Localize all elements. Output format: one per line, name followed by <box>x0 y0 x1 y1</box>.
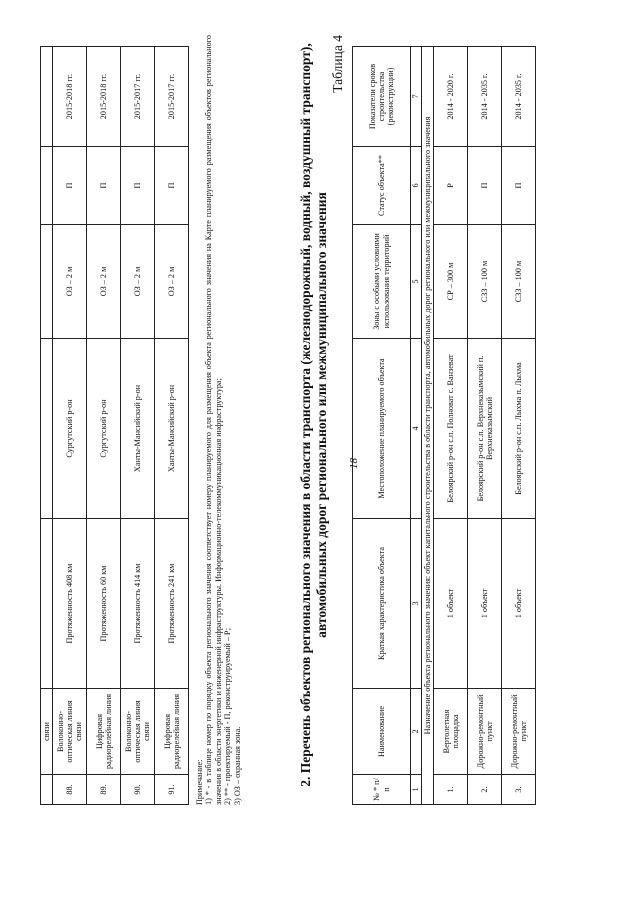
notes-block <box>195 35 242 805</box>
cell-name: Вертолетная площадка <box>434 689 468 775</box>
cell-desc: 1 объект <box>434 519 468 689</box>
cell-zones: СЗЗ – 100 м <box>468 225 502 339</box>
cell-status: П <box>502 147 536 225</box>
section-caption: Назначение объекта регионального значения: объект капитального строительства в области транспорта, автомобильных дорог регионального или межмуниципального значения <box>422 47 434 805</box>
column-numbers-row <box>411 47 422 805</box>
cell-zones: СЗЗ – 100 м <box>502 225 536 339</box>
table-row <box>434 47 468 805</box>
note-2: 2) ** - проектируемый - П, реконструируемый – Р; <box>223 627 233 805</box>
cell-name: Дорожно-ремонтный пункт <box>468 689 502 775</box>
cell-num: 91. <box>155 775 189 805</box>
cell-period: 2014 - 2035 г. <box>502 47 536 147</box>
cell-zones: ОЗ – 2 м <box>53 225 87 339</box>
table-header-row <box>353 47 411 805</box>
cell-num: 88. <box>53 775 87 805</box>
table-row <box>87 47 121 805</box>
cell-location: Сургутский р-он <box>53 339 87 519</box>
table-row <box>53 47 87 805</box>
cell-name: Дорожно-ремонтный пункт <box>502 689 536 775</box>
cell-location: Ханты-Мансийский р-он <box>121 339 155 519</box>
cell-num: 3. <box>502 775 536 805</box>
cell-desc: Протяженность 408 км <box>53 519 87 689</box>
header-status: Статус объекта** <box>353 147 411 225</box>
cell-num <box>41 775 53 805</box>
col-number: 1 <box>411 775 422 805</box>
cell-zones <box>41 225 53 339</box>
cell-period: 2015-2018 гг. <box>53 47 87 147</box>
transport-objects-table <box>352 46 536 805</box>
section-heading: 2. Перечень объектов регионального значения в области транспорта (железнодорожный, водный, воздушный транспорт), автомобильных дорог регионального или межмуниципального значения <box>298 43 329 787</box>
cell-location: Сургутский р-он <box>87 339 121 519</box>
header-period: Показатели сроков строительства (реконструкции) <box>353 47 411 147</box>
cell-desc: 1 объект <box>502 519 536 689</box>
cell-name: Волоконно-оптическая линия связи <box>121 689 155 775</box>
cell-num: 89. <box>87 775 121 805</box>
col-number: 3 <box>411 519 422 689</box>
page-number: 18 <box>348 458 360 469</box>
cell-status: Р <box>434 147 468 225</box>
cell-name: Цифровая радиорелейная линия <box>155 689 189 775</box>
cell-num: 90. <box>121 775 155 805</box>
col-number: 6 <box>411 147 422 225</box>
table-row <box>41 47 53 805</box>
note-1: 1) * - в таблице номер по порядку объекта регионального значения соответствует номеру планируемого для размещения объекта регионального значения на Карте планируемого размещения объектов регионального значения в области энергетики и инженерной инфраструктуры. Информационно-телекоммуникационная инфраструктура; <box>204 35 223 805</box>
header-desc: Краткая характеристика объекта <box>353 519 411 689</box>
objects-table-continued <box>40 46 189 805</box>
cell-period: 2014 - 2035 г. <box>468 47 502 147</box>
cell-zones: СР – 300 м <box>434 225 468 339</box>
cell-zones: ОЗ – 2 м <box>87 225 121 339</box>
cell-status: П <box>155 147 189 225</box>
cell-status <box>41 147 53 225</box>
cell-period: 2015-2017 гг. <box>155 47 189 147</box>
cell-name: связи <box>41 689 53 775</box>
col-number: 2 <box>411 689 422 775</box>
cell-period: 2015-2018 гг. <box>87 47 121 147</box>
header-location: Местоположение планируемого объекта <box>353 339 411 519</box>
cell-desc: 1 объект <box>468 519 502 689</box>
cell-period <box>41 47 53 147</box>
cell-status: П <box>87 147 121 225</box>
cell-status: П <box>468 147 502 225</box>
table-row <box>468 47 502 805</box>
cell-location: Ханты-Мансийский р-он <box>155 339 189 519</box>
cell-location: Белоярский р-он с.п. Лыхма п. Лыхма <box>502 339 536 519</box>
table-row <box>155 47 189 805</box>
cell-zones: ОЗ – 2 м <box>121 225 155 339</box>
cell-status: П <box>53 147 87 225</box>
cell-num: 2. <box>468 775 502 805</box>
cell-location <box>41 339 53 519</box>
col-number: 4 <box>411 339 422 519</box>
cell-location: Белоярский р-он с.п. Полноват с. Ванзеват <box>434 339 468 519</box>
table-row <box>121 47 155 805</box>
cell-name: Цифровая радиорелейная линия <box>87 689 121 775</box>
cell-status: П <box>121 147 155 225</box>
cell-location: Белоярский р-он с.п. Верхнеказымский п. Верхнеказымский <box>468 339 502 519</box>
cell-name: Волоконно-оптическая линия связи <box>53 689 87 775</box>
table-label: Таблица 4 <box>330 35 345 93</box>
header-num: № * п/п <box>353 775 411 805</box>
header-zones: Зоны с особыми условиями использования территорий <box>353 225 411 339</box>
section-row <box>422 47 434 805</box>
cell-desc: Протяженность 414 км <box>121 519 155 689</box>
cell-zones: ОЗ – 2 м <box>155 225 189 339</box>
cell-desc: Протяженность 60 км <box>87 519 121 689</box>
cell-desc <box>41 519 53 689</box>
cell-period: 2015-2017 гг. <box>121 47 155 147</box>
table-row <box>502 47 536 805</box>
cell-period: 2014 - 2020 г. <box>434 47 468 147</box>
note-3: 3) ОЗ – охранная зона. <box>232 726 242 805</box>
notes-title: Примечание: <box>195 759 204 805</box>
header-name: Наименование <box>353 689 411 775</box>
cell-desc: Протяженность 241 км <box>155 519 189 689</box>
col-number: 5 <box>411 225 422 339</box>
cell-num: 1. <box>434 775 468 805</box>
col-number: 7 <box>411 47 422 147</box>
